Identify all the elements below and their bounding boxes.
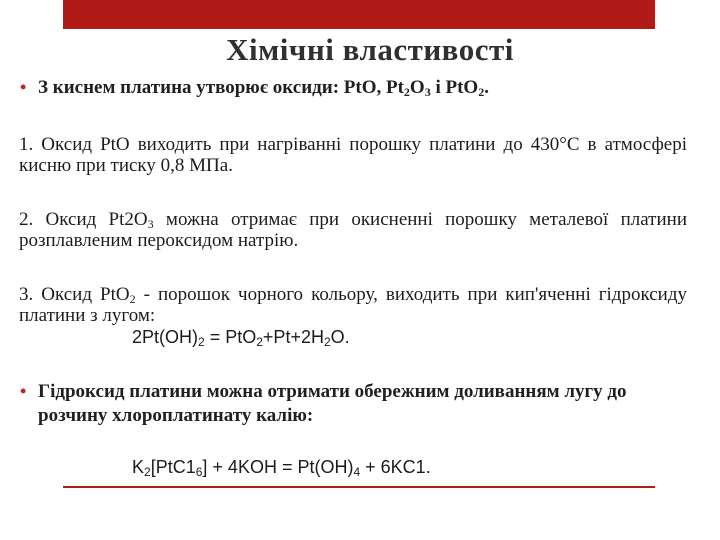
slide-title: Хімічні властивості bbox=[226, 32, 514, 67]
bullet-hydroxide-text: Гідроксид платини можна отримати обережним доливанням лугу до розчину хлороплатинату калію: bbox=[38, 381, 627, 426]
paragraph-pt2o3: 2. Оксид $Pt2O_3$ можна отримає при окисненні порошку металевої платини розплавленим пероксидом натрію. bbox=[19, 209, 687, 251]
bullet-hydroxide bbox=[20, 380, 690, 428]
bullet-marker: • bbox=[20, 381, 27, 401]
bullet-oxides-text: З киснем платина утворює оксиди: PtO, $Pt_2O_3$ і PtO$_2$. bbox=[38, 77, 489, 99]
equation-hydroxide: $K_2[PtC1_6] + 4KOH = Pt(OH)_4 + 6KC1$. bbox=[132, 457, 431, 479]
bottom-accent-line bbox=[63, 486, 655, 488]
top-accent-bar bbox=[63, 0, 655, 29]
bullet-oxides bbox=[20, 76, 698, 100]
paragraph-pto2: 3. Оксид PtO$_2$ - порошок чорного кольору, виходить при кип'яченні гідроксиду платини з лугом: bbox=[19, 284, 687, 326]
equation-pto2: $2Pt(OH)_2 = PtO_2+Pt+2H_2O$. bbox=[132, 327, 350, 349]
bullet-marker: • bbox=[20, 77, 27, 97]
paragraph-pto: 1. Оксид PtO виходить при нагріванні порошку платини до 430°C в атмосфері кисню при тиску 0,8 МПа. bbox=[19, 134, 687, 176]
